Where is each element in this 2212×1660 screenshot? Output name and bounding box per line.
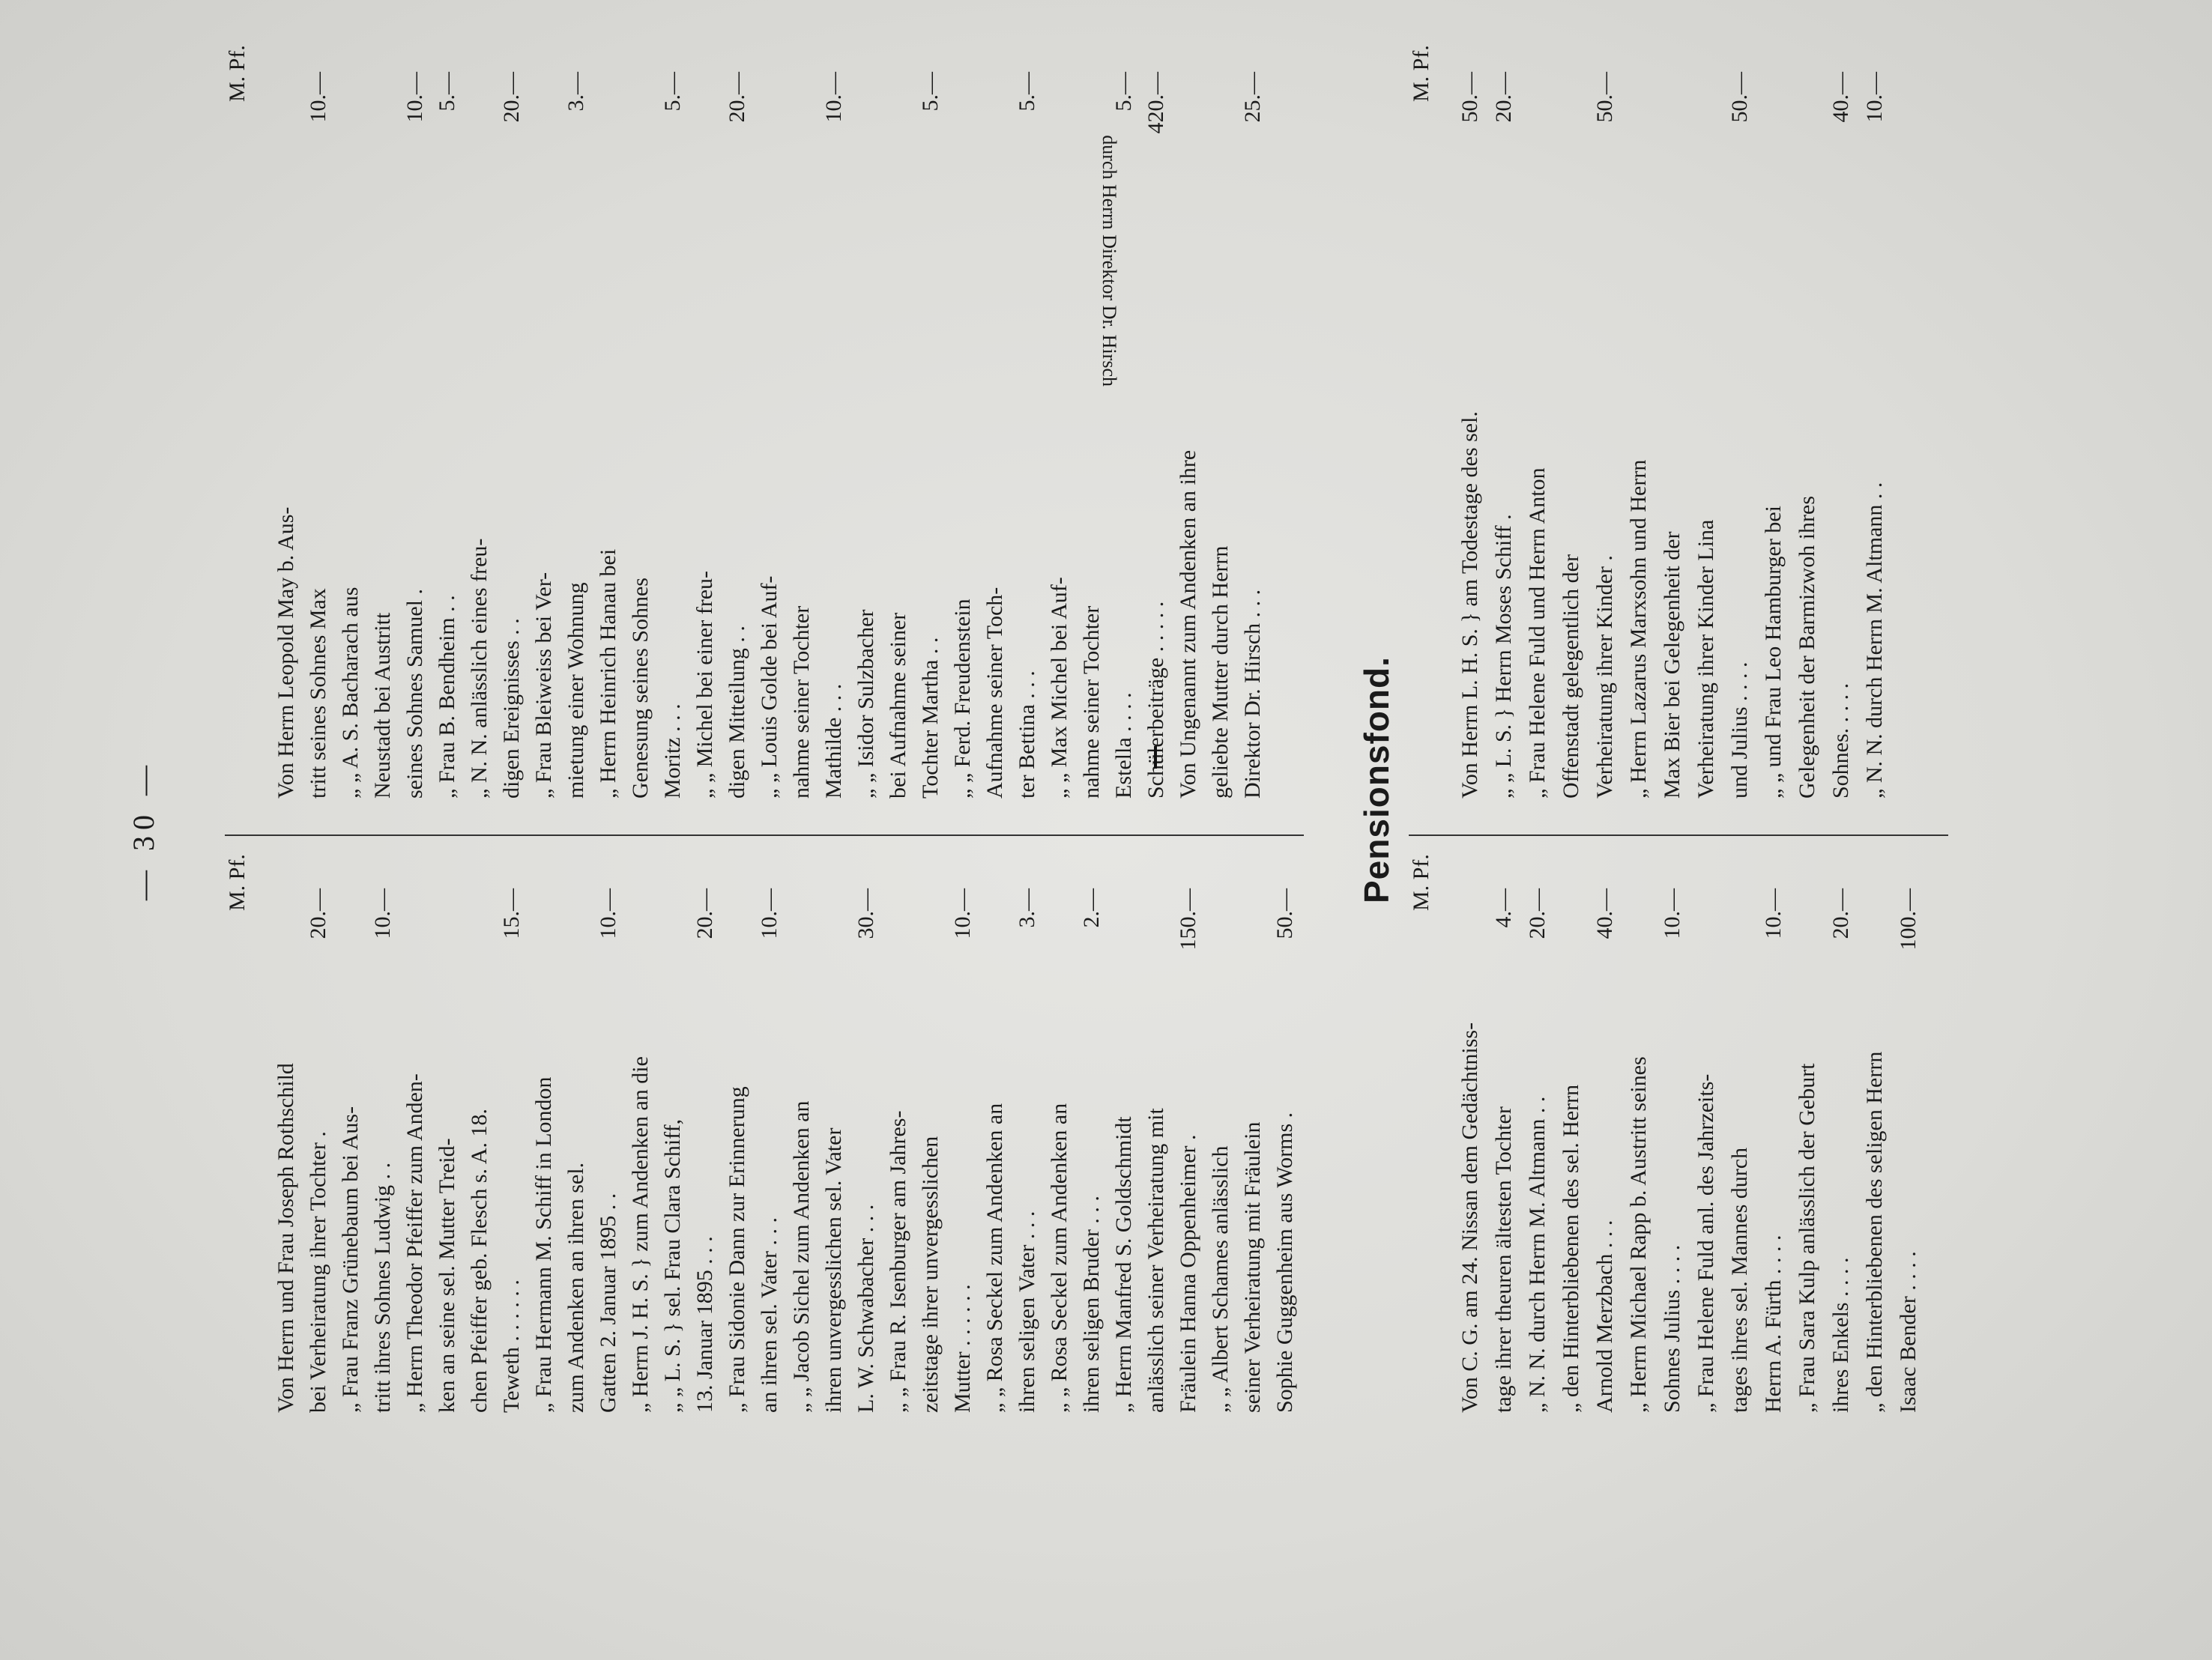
left-entry-text: anlässlich seiner Verheiratung mit (1143, 1108, 1168, 1413)
pension-right-entry-text: Gelegenheit der Barmizwoh ihres (1795, 495, 1819, 799)
left-entry-text: Sophie Guggenheim aus Worms . (1272, 1112, 1297, 1413)
pension-left-entry-text: „ den Hinterbliebenen des sel. Herrn (1559, 1084, 1583, 1413)
left-entry-text: „ Frau Sidonie Dann zur Erinnerung (725, 1086, 749, 1413)
left-entry-text: Fräulein Hanna Oppenheimer . (1176, 1134, 1200, 1413)
pension-right-entry-amount: 20.— (1491, 72, 1516, 123)
right-currency-header: M. Pf. (225, 45, 250, 102)
pension-left-entry-amount: 4.— (1491, 888, 1516, 928)
pension-left-entry-text: Isaac Bender . . . . (1896, 1251, 1921, 1413)
right-entry-text: „ „ Louis Golde bei Auf- (757, 575, 782, 799)
brace-note: durch Herrn Direktor Dr. Hirsch (1099, 135, 1120, 387)
left-entry-text: „ „ Jacob Sichel zum Andenken an (789, 1100, 814, 1413)
left-entry-text: „ Herrn Manfred S. Goldschmidt (1111, 1116, 1136, 1413)
left-entry-amount: 20.— (306, 888, 330, 939)
pension-right-entry-text: „ Herrn Lazarus Marxsohn und Herrn (1626, 459, 1651, 799)
page-number: — 30 — (127, 760, 160, 900)
right-entry-text: Schülerbeiträge . . . . . (1143, 601, 1168, 799)
left-entry-text: „ Frau Franz Grünebaum bei Aus- (338, 1106, 363, 1413)
pension-right-entry-text: Max Bier bei Gelegenheit der (1660, 531, 1684, 799)
right-entry-text: Aufnahme seiner Toch- (982, 587, 1007, 799)
pension-right-entry-text: Offenstadt gelegentlich der (1559, 554, 1583, 799)
right-entry-text: Estella . . . . (1111, 692, 1136, 799)
left-entry-amount: 10.— (596, 888, 620, 939)
right-entry-text: mietung einer Wohnung (563, 582, 588, 799)
right-entry-amount: 10.— (306, 72, 330, 123)
right-entry-text: „ Herrn Heinrich Hanau bei (596, 548, 620, 799)
left-entry-text: „ Frau Hermann M. Schiff in London (531, 1076, 556, 1413)
left-entry-text: „ Herrn J. H. S. } zum Andenken an die (628, 1056, 653, 1413)
left-entry-text: ihren seligen Vater . . . (1015, 1211, 1039, 1413)
left-entry-amount: 10.— (950, 888, 975, 939)
right-entry-text: Direktor Dr. Hirsch . . . (1240, 589, 1265, 799)
left-entry-amount: 10.— (370, 888, 395, 939)
left-entry-text: Mutter . . . . . . (950, 1284, 975, 1413)
right-entry-amount: 5.— (660, 72, 685, 112)
right-entry-amount: 420.— (1143, 72, 1168, 134)
right-entry-text: „ Frau Bleiweiss bei Ver- (531, 572, 556, 799)
left-entry-amount: 50.— (1272, 888, 1297, 939)
left-entry-text: an ihren sel. Vater . . . (757, 1217, 782, 1413)
left-entry-text: Teweth . . . . . . (499, 1279, 524, 1413)
pension-right-entry-text: „ N. N. durch Herrn M. Altmann . . (1862, 482, 1887, 799)
pension-right-entry-text: und Julius . . . . (1727, 661, 1752, 799)
left-entry-text: „ Herrn Theodor Pfeiffer zum Anden- (402, 1073, 427, 1413)
left-entry-text: Von Herrn und Frau Joseph Rothschild (274, 1063, 298, 1413)
pension-right-entry-amount: 50.— (1592, 72, 1617, 123)
pension-left-currency-header: M. Pf. (1409, 854, 1433, 911)
right-entry-text: nahme seiner Tochter (789, 605, 814, 799)
right-entry-text: nahme seiner Tochter (1079, 605, 1104, 799)
left-entry-text: zum Andenken an ihren sel. (563, 1162, 588, 1413)
right-entry-text: „ „ A. S. Bacharach aus (338, 587, 363, 799)
pension-right-entry-text: „ Frau Helene Fuld und Herrn Anton (1525, 467, 1550, 799)
pension-right-entry-text: „ „ L. S. } Herrn Moses Schiff . (1491, 514, 1516, 799)
left-entry-text: „ „ Rosa Seckel zum Andenken an (1047, 1103, 1072, 1413)
right-entry-amount: 5.— (918, 72, 943, 112)
pension-heading: Pensionsfond. (1357, 656, 1396, 903)
left-entry-text: ihren unvergesslichen sel. Vater (821, 1127, 846, 1413)
left-entry-text: seiner Verheiratung mit Fräulein (1240, 1121, 1265, 1413)
pension-left-entry-text: Arnold Merzbach . . . (1592, 1220, 1617, 1413)
right-entry-text: „ „ Max Michel bei Auf- (1047, 577, 1072, 799)
pension-left-entry-text: tage ihrer theuren ältesten Tochter (1491, 1106, 1516, 1413)
right-entry-amount: 20.— (725, 72, 749, 123)
right-entry-text: Von Ungenannt zum Andenken an ihre (1176, 449, 1200, 799)
pension-left-entry-text: ihres Enkels . . . . (1828, 1257, 1853, 1413)
pension-right-entry-amount: 50.— (1727, 72, 1752, 123)
right-entry-text: bei Aufnahme seiner (886, 612, 910, 799)
right-entry-text: geliebte Mutter durch Herrn (1208, 545, 1233, 799)
right-entry-text: „ „ Isidor Sulzbacher (853, 609, 878, 799)
right-entry-amount: 25.— (1240, 72, 1265, 123)
pension-right-entry-text: Von Herrn L. H. S. } am Todestage des sel. (1457, 411, 1482, 799)
left-entry-text: zeitstage ihrer unvergesslichen (918, 1136, 943, 1413)
left-entry-amount: 15.— (499, 888, 524, 939)
right-entry-amount: 5.— (1111, 72, 1136, 112)
pension-left-entry-text: tages ihres sel. Mannes durch (1727, 1147, 1752, 1413)
right-entry-text: Genesung seines Sohnes (628, 578, 653, 799)
pension-left-entry-text: „ N. N. durch Herrn M. Altmann . . (1525, 1096, 1550, 1413)
pension-left-entry-text: „ Herrn Michael Rapp b. Austritt seines (1626, 1056, 1651, 1413)
pension-left-entry-text: Herrn A. Fürth . . . . (1761, 1235, 1786, 1413)
pension-right-entry-amount: 40.— (1828, 72, 1853, 123)
pension-left-entry-amount: 10.— (1660, 888, 1684, 939)
pension-right-currency-header: M. Pf. (1409, 45, 1433, 102)
right-entry-text: ter Bettina . . . (1015, 670, 1039, 799)
left-entry-amount: 10.— (757, 888, 782, 939)
pension-right-entry-text: Verheiratung ihrer Kinder Lina (1693, 519, 1718, 799)
left-entry-text: „ „ L. S. } sel. Frau Clara Schiff, (660, 1118, 685, 1413)
pension-left-entry-text: „ Frau Helene Fuld anl. des Jahrzeits- (1693, 1073, 1718, 1413)
lower-column-divider (1409, 834, 1948, 836)
left-entry-amount: 150.— (1176, 888, 1200, 951)
right-entry-amount: 3.— (563, 72, 588, 112)
left-entry-amount: 20.— (692, 888, 717, 939)
left-entry-text: „ „ Albert Schames anlässlich (1208, 1145, 1233, 1413)
pension-left-entry-text: Von C. G. am 24. Nissan dem Gedächtniss- (1457, 1022, 1482, 1413)
pension-right-entry-text: „ „ und Frau Leo Hamburger bei (1761, 506, 1786, 799)
right-entry-text: Neustadt bei Austritt (370, 612, 395, 799)
pension-left-entry-amount: 100.— (1896, 888, 1921, 951)
left-entry-amount: 30.— (853, 888, 878, 939)
left-entry-text: „ „ Rosa Seckel zum Andenken an (982, 1103, 1007, 1413)
right-entry-amount: 5.— (1015, 72, 1039, 112)
right-entry-amount: 10.— (821, 72, 846, 123)
pension-left-entry-text: „ den Hinterbliebenen des seligen Herrn (1862, 1051, 1887, 1413)
right-entry-text: „ „ Michel bei einer freu- (692, 571, 717, 799)
left-entry-text: chen Pfeiffer geb. Flesch s. A. 18. (467, 1108, 492, 1413)
right-entry-text: Tochter Martha . . (918, 637, 943, 799)
pension-right-entry-text: Sohnes. . . . . (1828, 682, 1853, 799)
left-entry-amount: 2.— (1079, 888, 1104, 928)
right-entry-text: Mathilde . . . (821, 683, 846, 799)
right-entry-text: „ „ Ferd. Freudenstein (950, 599, 975, 799)
right-entry-text: „ N. N. anlässlich eines freu- (467, 538, 492, 799)
right-entry-text: tritt seines Sohnes Max (306, 588, 330, 799)
left-entry-text: Gatten 2. Januar 1895 . . (596, 1193, 620, 1413)
pension-right-entry-amount: 10.— (1862, 72, 1887, 123)
right-entry-text: digen Ereignisses . . (499, 618, 524, 799)
pension-left-entry-amount: 20.— (1525, 888, 1550, 939)
left-entry-text: 13. Januar 1895 . . . (692, 1236, 717, 1413)
pension-left-entry-amount: 10.— (1761, 888, 1786, 939)
left-entry-text: tritt ihres Sohnes Ludwig . . (370, 1162, 395, 1413)
right-entry-text: Moritz . . . (660, 703, 685, 799)
right-entry-text: digen Mitteilung . . (725, 625, 749, 799)
right-entry-amount: 5.— (435, 72, 459, 112)
left-entry-text: L. W. Schwabacher . . . (853, 1204, 878, 1413)
right-entry-text: „ Frau B. Bendheim . . (435, 595, 459, 799)
left-entry-amount: 3.— (1015, 888, 1039, 928)
pension-right-entry-text: Verheiratung ihrer Kinder . (1592, 555, 1617, 799)
left-currency-header: M. Pf. (225, 854, 250, 911)
pension-right-entry-amount: 50.— (1457, 72, 1482, 123)
right-entry-amount: 10.— (402, 72, 427, 123)
left-entry-text: „ „ Frau R. Isenburger am Jahres- (886, 1110, 910, 1413)
pension-left-entry-amount: 20.— (1828, 888, 1853, 939)
left-entry-text: ken an seine sel. Mutter Treid- (435, 1138, 459, 1413)
right-entry-amount: 20.— (499, 72, 524, 123)
upper-column-divider (225, 834, 1304, 836)
pension-left-entry-text: Sohnes Julius . . . . (1660, 1244, 1684, 1413)
right-entry-text: Von Herrn Leopold May b. Aus- (274, 506, 298, 799)
right-entry-text: seines Sohnes Samuel . (402, 589, 427, 799)
left-entry-text: bei Verheiratung ihrer Tochter . (306, 1131, 330, 1413)
pension-left-entry-text: „ Frau Sara Kulp anlässlich der Geburt (1795, 1063, 1819, 1413)
pension-left-entry-amount: 40.— (1592, 888, 1617, 939)
left-entry-text: ihren seligen Bruder . . . (1079, 1196, 1104, 1413)
